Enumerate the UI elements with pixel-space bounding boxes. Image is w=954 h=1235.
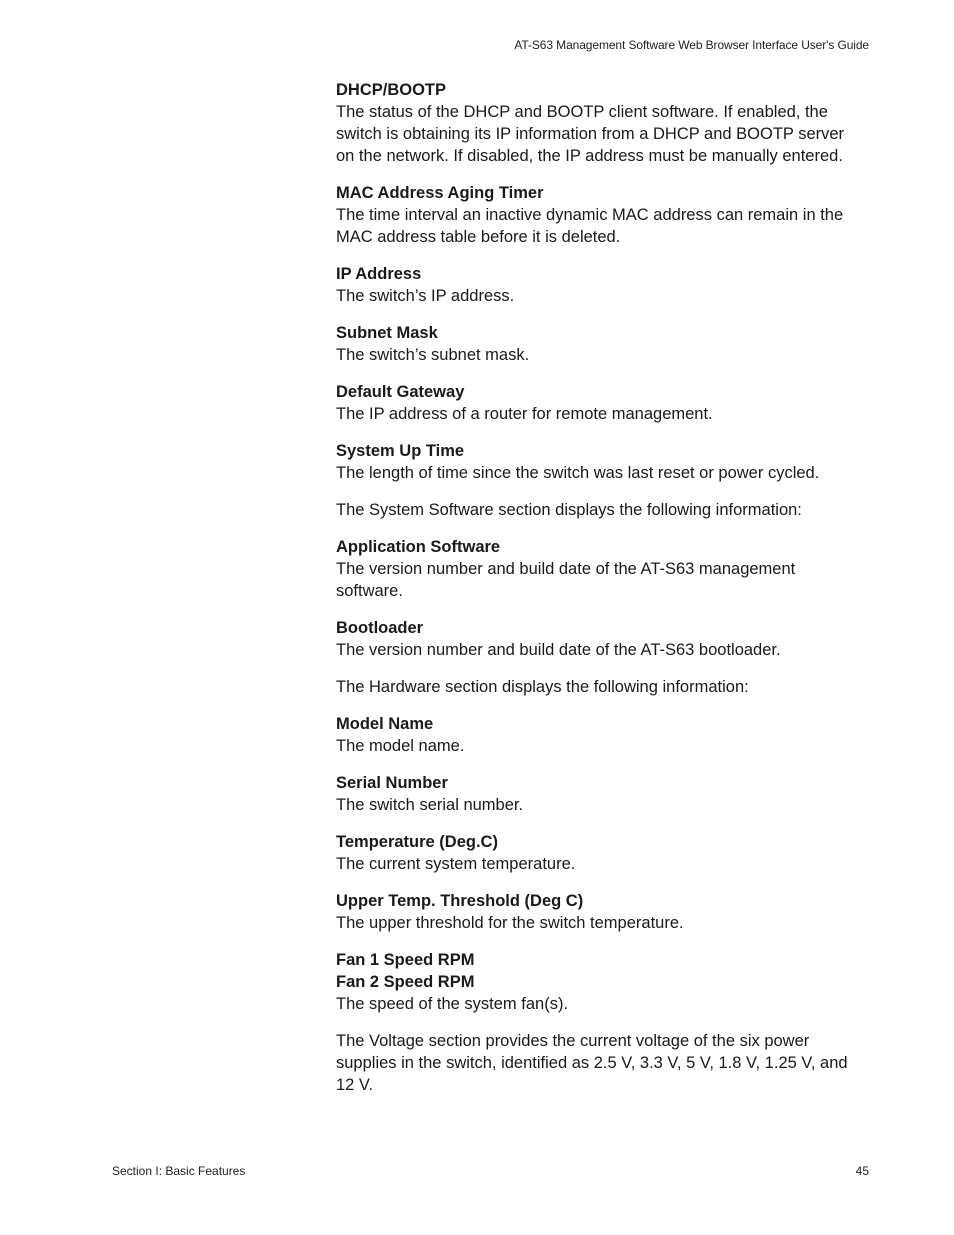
term-description: The model name. — [336, 737, 465, 755]
term-label: System Up Time — [336, 442, 465, 460]
term-label: IP Address — [336, 265, 422, 283]
term-description: The current system temperature. — [336, 855, 576, 873]
definition-mac-aging-timer — [336, 182, 856, 248]
definition-upper-temp-threshold — [336, 890, 856, 934]
term-label: Bootloader — [336, 619, 424, 637]
definition-model-name — [336, 713, 856, 757]
running-header: AT-S63 Management Software Web Browser Interface User's Guide — [514, 38, 869, 52]
term-description: The length of time since the switch was last reset or power cycled. — [336, 464, 820, 482]
footer-section-label: Section I: Basic Features — [112, 1164, 246, 1178]
term-description: The version number and build date of the AT-S63 management software. — [336, 560, 796, 600]
definition-system-up-time — [336, 440, 856, 484]
term-label: DHCP/BOOTP — [336, 81, 447, 99]
term-label: MAC Address Aging Timer — [336, 184, 544, 202]
page-number: 45 — [855, 1164, 869, 1178]
term-label: Serial Number — [336, 774, 448, 792]
term-description: The status of the DHCP and BOOTP client software. If enabled, the switch is obtaining its IP information from a DHCP and BOOTP server on the network. If disabled, the IP address must be manually entered. — [336, 103, 845, 165]
definition-subnet-mask — [336, 322, 856, 366]
definition-ip-address — [336, 263, 856, 307]
term-description: The switch serial number. — [336, 796, 524, 814]
term-label: Subnet Mask — [336, 324, 438, 342]
definition-bootloader — [336, 617, 856, 661]
term-description: The switch’s subnet mask. — [336, 346, 530, 364]
definition-application-software — [336, 536, 856, 602]
term-label: Upper Temp. Threshold (Deg C) — [336, 892, 584, 910]
term-label: Temperature (Deg.C) — [336, 833, 498, 851]
term-description: The speed of the system fan(s). — [336, 995, 569, 1013]
term-label: Fan 2 Speed RPM — [336, 973, 475, 991]
term-description: The version number and build date of the AT-S63 bootloader. — [336, 641, 781, 659]
intro-hardware: The Hardware section displays the following information: — [336, 678, 749, 696]
definition-dhcp-bootp — [336, 79, 856, 167]
term-label: Fan 1 Speed RPM — [336, 951, 475, 969]
term-label: Application Software — [336, 538, 501, 556]
definition-default-gateway — [336, 381, 856, 425]
main-content — [336, 79, 856, 1111]
term-description: The time interval an inactive dynamic MAC address can remain in the MAC address table before it is deleted. — [336, 206, 844, 246]
definition-serial-number — [336, 772, 856, 816]
term-description: The switch’s IP address. — [336, 287, 515, 305]
intro-system-software: The System Software section displays the following information: — [336, 501, 802, 519]
term-label: Default Gateway — [336, 383, 465, 401]
definition-fan-speed — [336, 949, 856, 1015]
term-description: The upper threshold for the switch temperature. — [336, 914, 684, 932]
definition-temperature — [336, 831, 856, 875]
term-label: Model Name — [336, 715, 434, 733]
term-description: The IP address of a router for remote management. — [336, 405, 713, 423]
voltage-paragraph: The Voltage section provides the current voltage of the six power supplies in the switch, identified as 2.5 V, 3.3 V, 5 V, 1.8 V, 1.25 V, and 12 V. — [336, 1032, 848, 1094]
